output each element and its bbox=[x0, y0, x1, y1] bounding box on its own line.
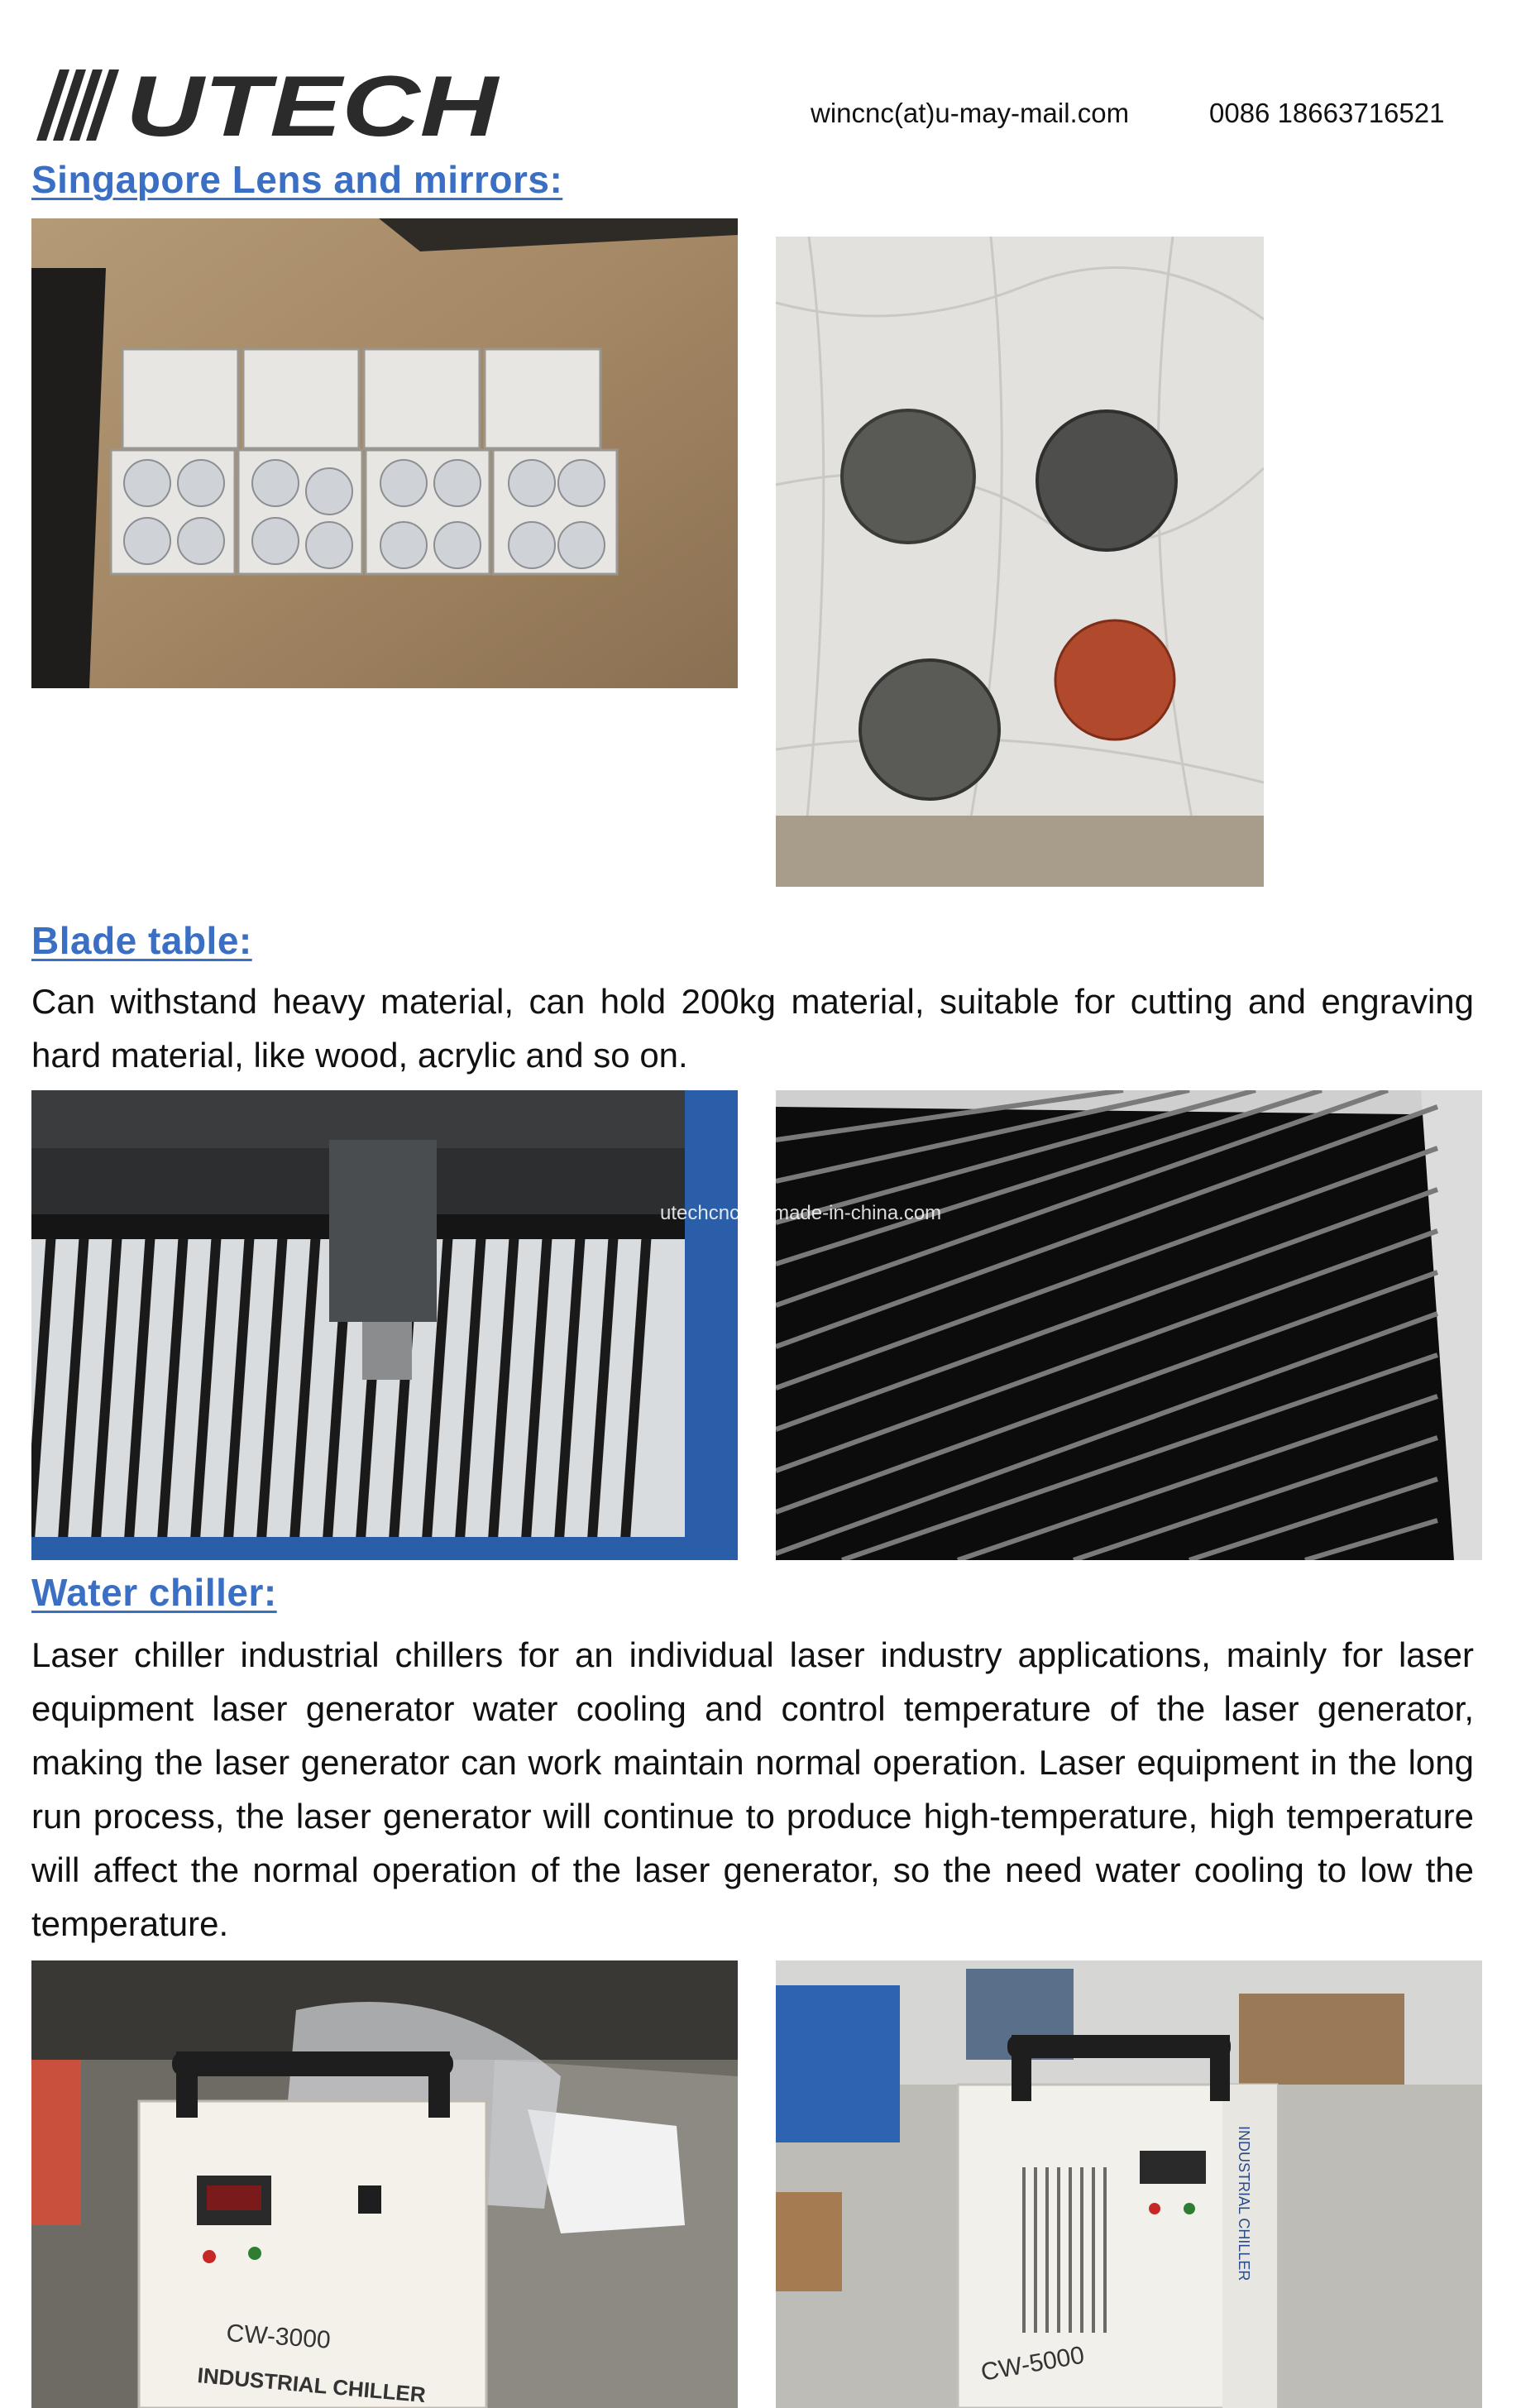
chiller-left-label: INDUSTRIAL CHILLER bbox=[196, 2363, 427, 2408]
contact-phone: 0086 18663716521 bbox=[1209, 98, 1445, 128]
photo-chiller-cw3000 bbox=[31, 1960, 738, 2408]
heading-lens-mirrors: Singapore Lens and mirrors: bbox=[31, 158, 563, 201]
photo-blade-table-head bbox=[31, 1090, 738, 1560]
chiller-right-label: INDUSTRIAL CHILLER bbox=[1236, 2126, 1252, 2281]
blade-table-description: Can withstand heavy material, can hold 200kg material, suitable for cutting and engraving hard material, like wood, acrylic and so on. bbox=[31, 982, 1474, 1075]
logo-text: UTECH bbox=[126, 69, 500, 141]
chiller-right-model: CW-5000 bbox=[978, 2341, 1087, 2386]
water-chiller-description: Laser chiller industrial chillers for an individual laser industry applications, mainly for laser equipment laser generator water cooling and control temperature of the laser generator, making the laser generator can work maintain normal operation. Laser equipment in the long run process, the laser generator will continue to produce high-temperature, high temperature will affect the normal operation of the laser generator, so the need water cooling to low the temperature. bbox=[31, 1635, 1474, 1943]
photo-mirrors-tissue bbox=[776, 237, 1264, 887]
contact-email: wincnc(at)u-may-mail.com bbox=[811, 98, 1130, 128]
photo-lens-boxes bbox=[31, 218, 738, 688]
heading-water-chiller: Water chiller: bbox=[31, 1571, 277, 1614]
utech-logo bbox=[36, 69, 508, 141]
photo-chiller-cw5000 bbox=[776, 1960, 1482, 2408]
photo-blade-closeup bbox=[776, 1090, 1482, 1560]
chiller-left-model: CW-3000 bbox=[225, 2319, 332, 2354]
heading-blade-table: Blade table: bbox=[31, 919, 252, 962]
watermark: utechcnc.en.made-in-china.com bbox=[660, 1202, 942, 1224]
